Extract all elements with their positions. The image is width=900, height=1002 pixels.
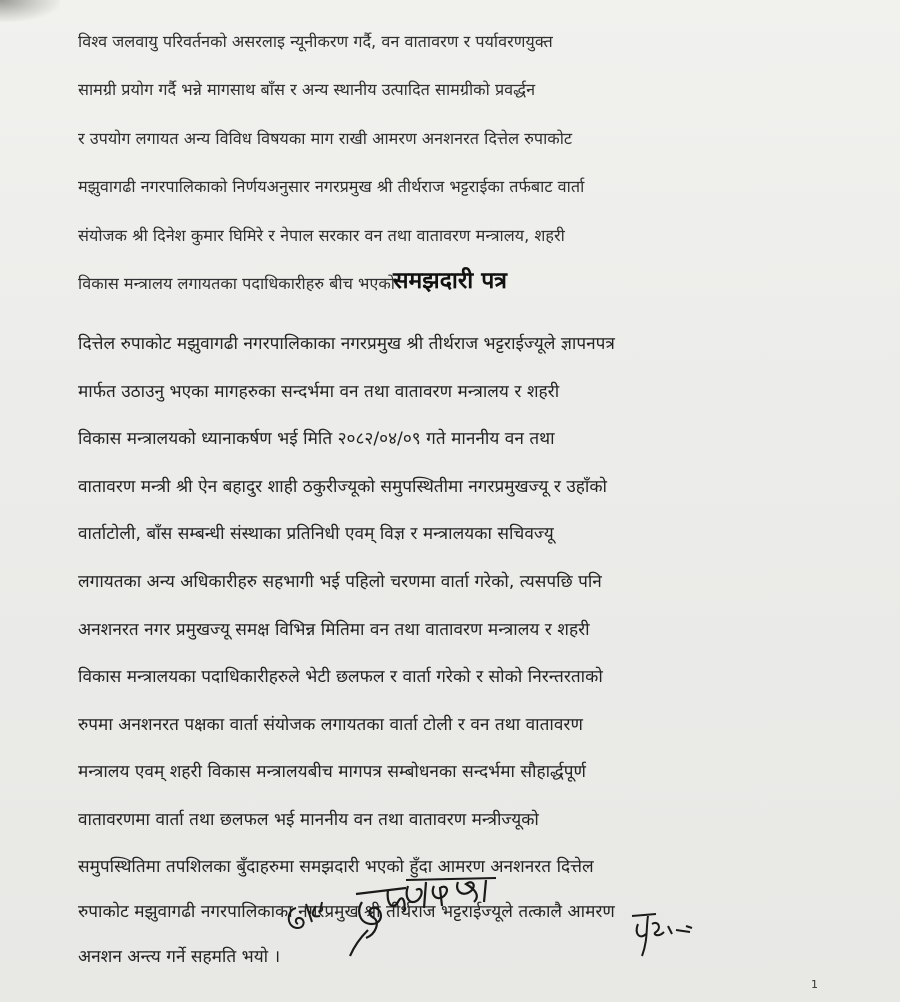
intro-line: मझुवागढी नगरपालिकाको निर्णयअनुसार नगरप्रमुख श्री तीर्थराज भट्टराईका तर्फबाट वार्ता	[78, 177, 585, 197]
page-corner-shadow	[0, 0, 60, 22]
signature-2	[346, 872, 516, 962]
intro-line: विश्व जलवायु परिवर्तनको असरलाइ न्यूनीकरण गर्दै, वन वातावरण र पर्यावरणयुक्त	[78, 32, 553, 51]
body-line: समुपस्थितिमा तपशिलका बुँदाहरुमा समझदारी भएको हुँदा आमरण अनशनरत दित्तेल	[78, 856, 594, 877]
body-line: विकास मन्त्रालयका पदाधिकारीहरुले भेटी छलफल र वार्ता गरेको र सोको निरन्तरताको	[78, 667, 603, 688]
document-title: समझदारी पत्र	[393, 268, 507, 294]
intro-line: संयोजक श्री दिनेश कुमार घिमिरे र नेपाल सरकार वन तथा वातावरण मन्त्रालय, शहरी	[78, 225, 565, 245]
body-line: विकास मन्त्रालयको ध्यानाकर्षण भई मिति २०८२/०४/०९ गते माननीय वन तथा	[78, 429, 555, 450]
body-line: वातावरणमा वार्ता तथा छलफल भई माननीय वन तथा वातावरण मन्त्रीज्यूको	[78, 809, 539, 830]
body-line: मन्त्रालय एवम् शहरी विकास मन्त्रालयबीच मागपत्र सम्बोधनका सन्दर्भमा सौहार्द्धपूर्ण	[78, 762, 586, 783]
intro-line: सामग्री प्रयोग गर्दै भन्ने मागसाथ बाँस र अन्य स्थानीय उत्पादित सामग्रीको प्रवर्द्धन	[78, 80, 536, 100]
signature-1	[282, 898, 334, 938]
body-line: दित्तेल रुपाकोट मझुवागढी नगरपालिकाका नगरप्रमुख श्री तीर्थराज भट्टराईज्यूले ज्ञापनपत्र	[78, 334, 615, 354]
page-number: 1	[811, 978, 818, 991]
intro-line: विकास मन्त्रालय लगायतका पदाधिकारीहरु बीच भएको	[78, 273, 395, 293]
signature-3	[628, 904, 698, 964]
body-line: वातावरण मन्त्री श्री ऐन बहादुर शाही ठकुरीज्यूको समुपस्थितीमा नगरप्रमुखज्यू र उहाँको	[78, 476, 608, 497]
body-line: अनशनरत नगर प्रमुखज्यू समक्ष विभिन्न मितिमा वन तथा वातावरण मन्त्रालय र शहरी	[78, 619, 590, 640]
body-line: रुपाकोट मझुवागढी नगरपालिकाका नगरप्रमुख श्री तीर्थराज भट्टराईज्यूले तत्कालै आमरण	[78, 901, 615, 922]
body-line: लगायतका अन्य अधिकारीहरु सहभागी भई पहिलो चरणमा वार्ता गरेको, त्यसपछि पनि	[78, 571, 602, 592]
body-line: रुपमा अनशनरत पक्षका वार्ता संयोजक लगायतका वार्ता टोली र वन तथा वातावरण	[78, 714, 583, 735]
body-line: अनशन अन्त्य गर्ने सहमति भयो ।	[78, 946, 281, 967]
body-line: मार्फत उठाउनु भएका मागहरुका सन्दर्भमा वन तथा वातावरण मन्त्रालय र शहरी	[78, 381, 560, 402]
body-line: वार्ताटोली, बाँस सम्बन्धी संस्थाका प्रतिनिधी एवम् विज्ञ र मन्त्रालयका सचिवज्यू	[78, 524, 554, 545]
intro-line: र उपयोग लगायत अन्य विविध विषयका माग राखी आमरण अनशनरत दित्तेल रुपाकोट	[78, 128, 573, 148]
